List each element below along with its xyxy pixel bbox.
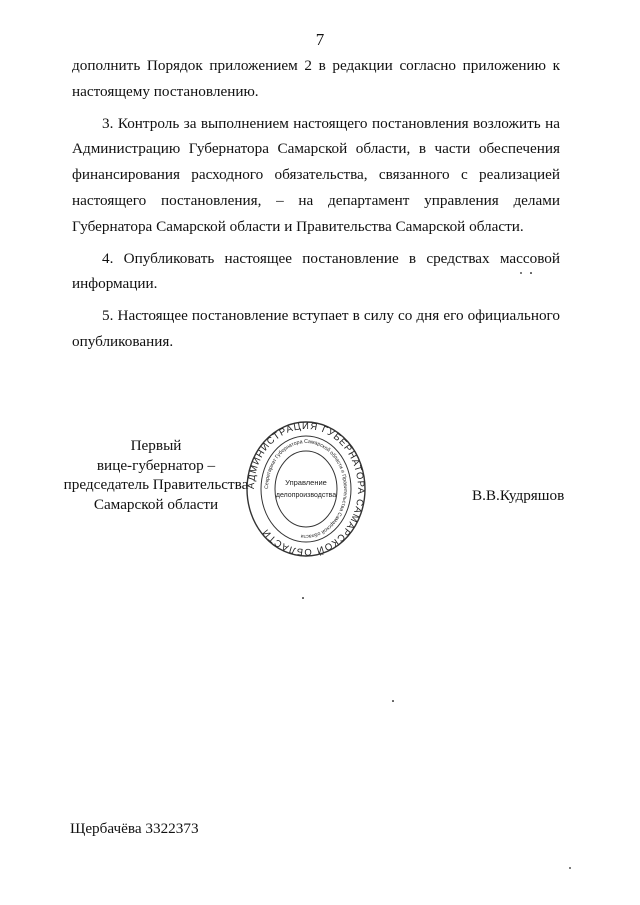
- official-stamp: [245, 419, 367, 559]
- signatory-title: [62, 436, 250, 514]
- stamp-center-line2: делопроизводства: [275, 492, 337, 499]
- paragraph-5: 5. Настоящее постановление вступает в силу со дня его официального опубликования.: [72, 307, 560, 350]
- stamp-outer-text: АДМИНИСТРАЦИЯ ГУБЕРНАТОРА САМАРСКОЙ ОБЛАСТИ: [245, 420, 367, 558]
- stamp-center-line1: Управление: [285, 478, 327, 487]
- document-body: [72, 53, 560, 361]
- page-number: 7: [315, 30, 325, 49]
- paragraph-4: 4. Опубликовать настоящее постановление в средствах массовой информации.: [72, 249, 560, 293]
- signatory-title-line: Самарской области: [93, 495, 219, 513]
- signatory-title-line: вице-губернатор –: [96, 456, 216, 474]
- scan-speck: [569, 867, 571, 869]
- signatory-title-line: Первый: [130, 437, 182, 454]
- signatory-name: В.В.Кудряшов: [472, 487, 565, 504]
- executor-note: Щербачёва 3322373: [70, 820, 199, 837]
- scan-speck: [530, 272, 532, 274]
- scan-speck: [302, 597, 304, 599]
- paragraph-3: 3. Контроль за выполнением настоящего постановления возложить на Администрацию Губернатора Самарской области, в части обеспечения финансирования расходного обязательства, связанного с реализацией настоящего постановления, – на департамент управления делами Губернатора Самарской области и Правительства Самарской области.: [72, 114, 560, 235]
- signatory-title-line: председатель Правительства: [63, 476, 249, 493]
- stamp-inner-text: Секретариат Губернатора Самарской области и Правительства Самарской области: [263, 438, 349, 540]
- scan-speck: [520, 272, 522, 274]
- scan-speck: [392, 700, 394, 702]
- paragraph-continuation: дополнить Порядок приложением 2 в редакции согласно приложению к настоящему постановлению.: [72, 57, 560, 100]
